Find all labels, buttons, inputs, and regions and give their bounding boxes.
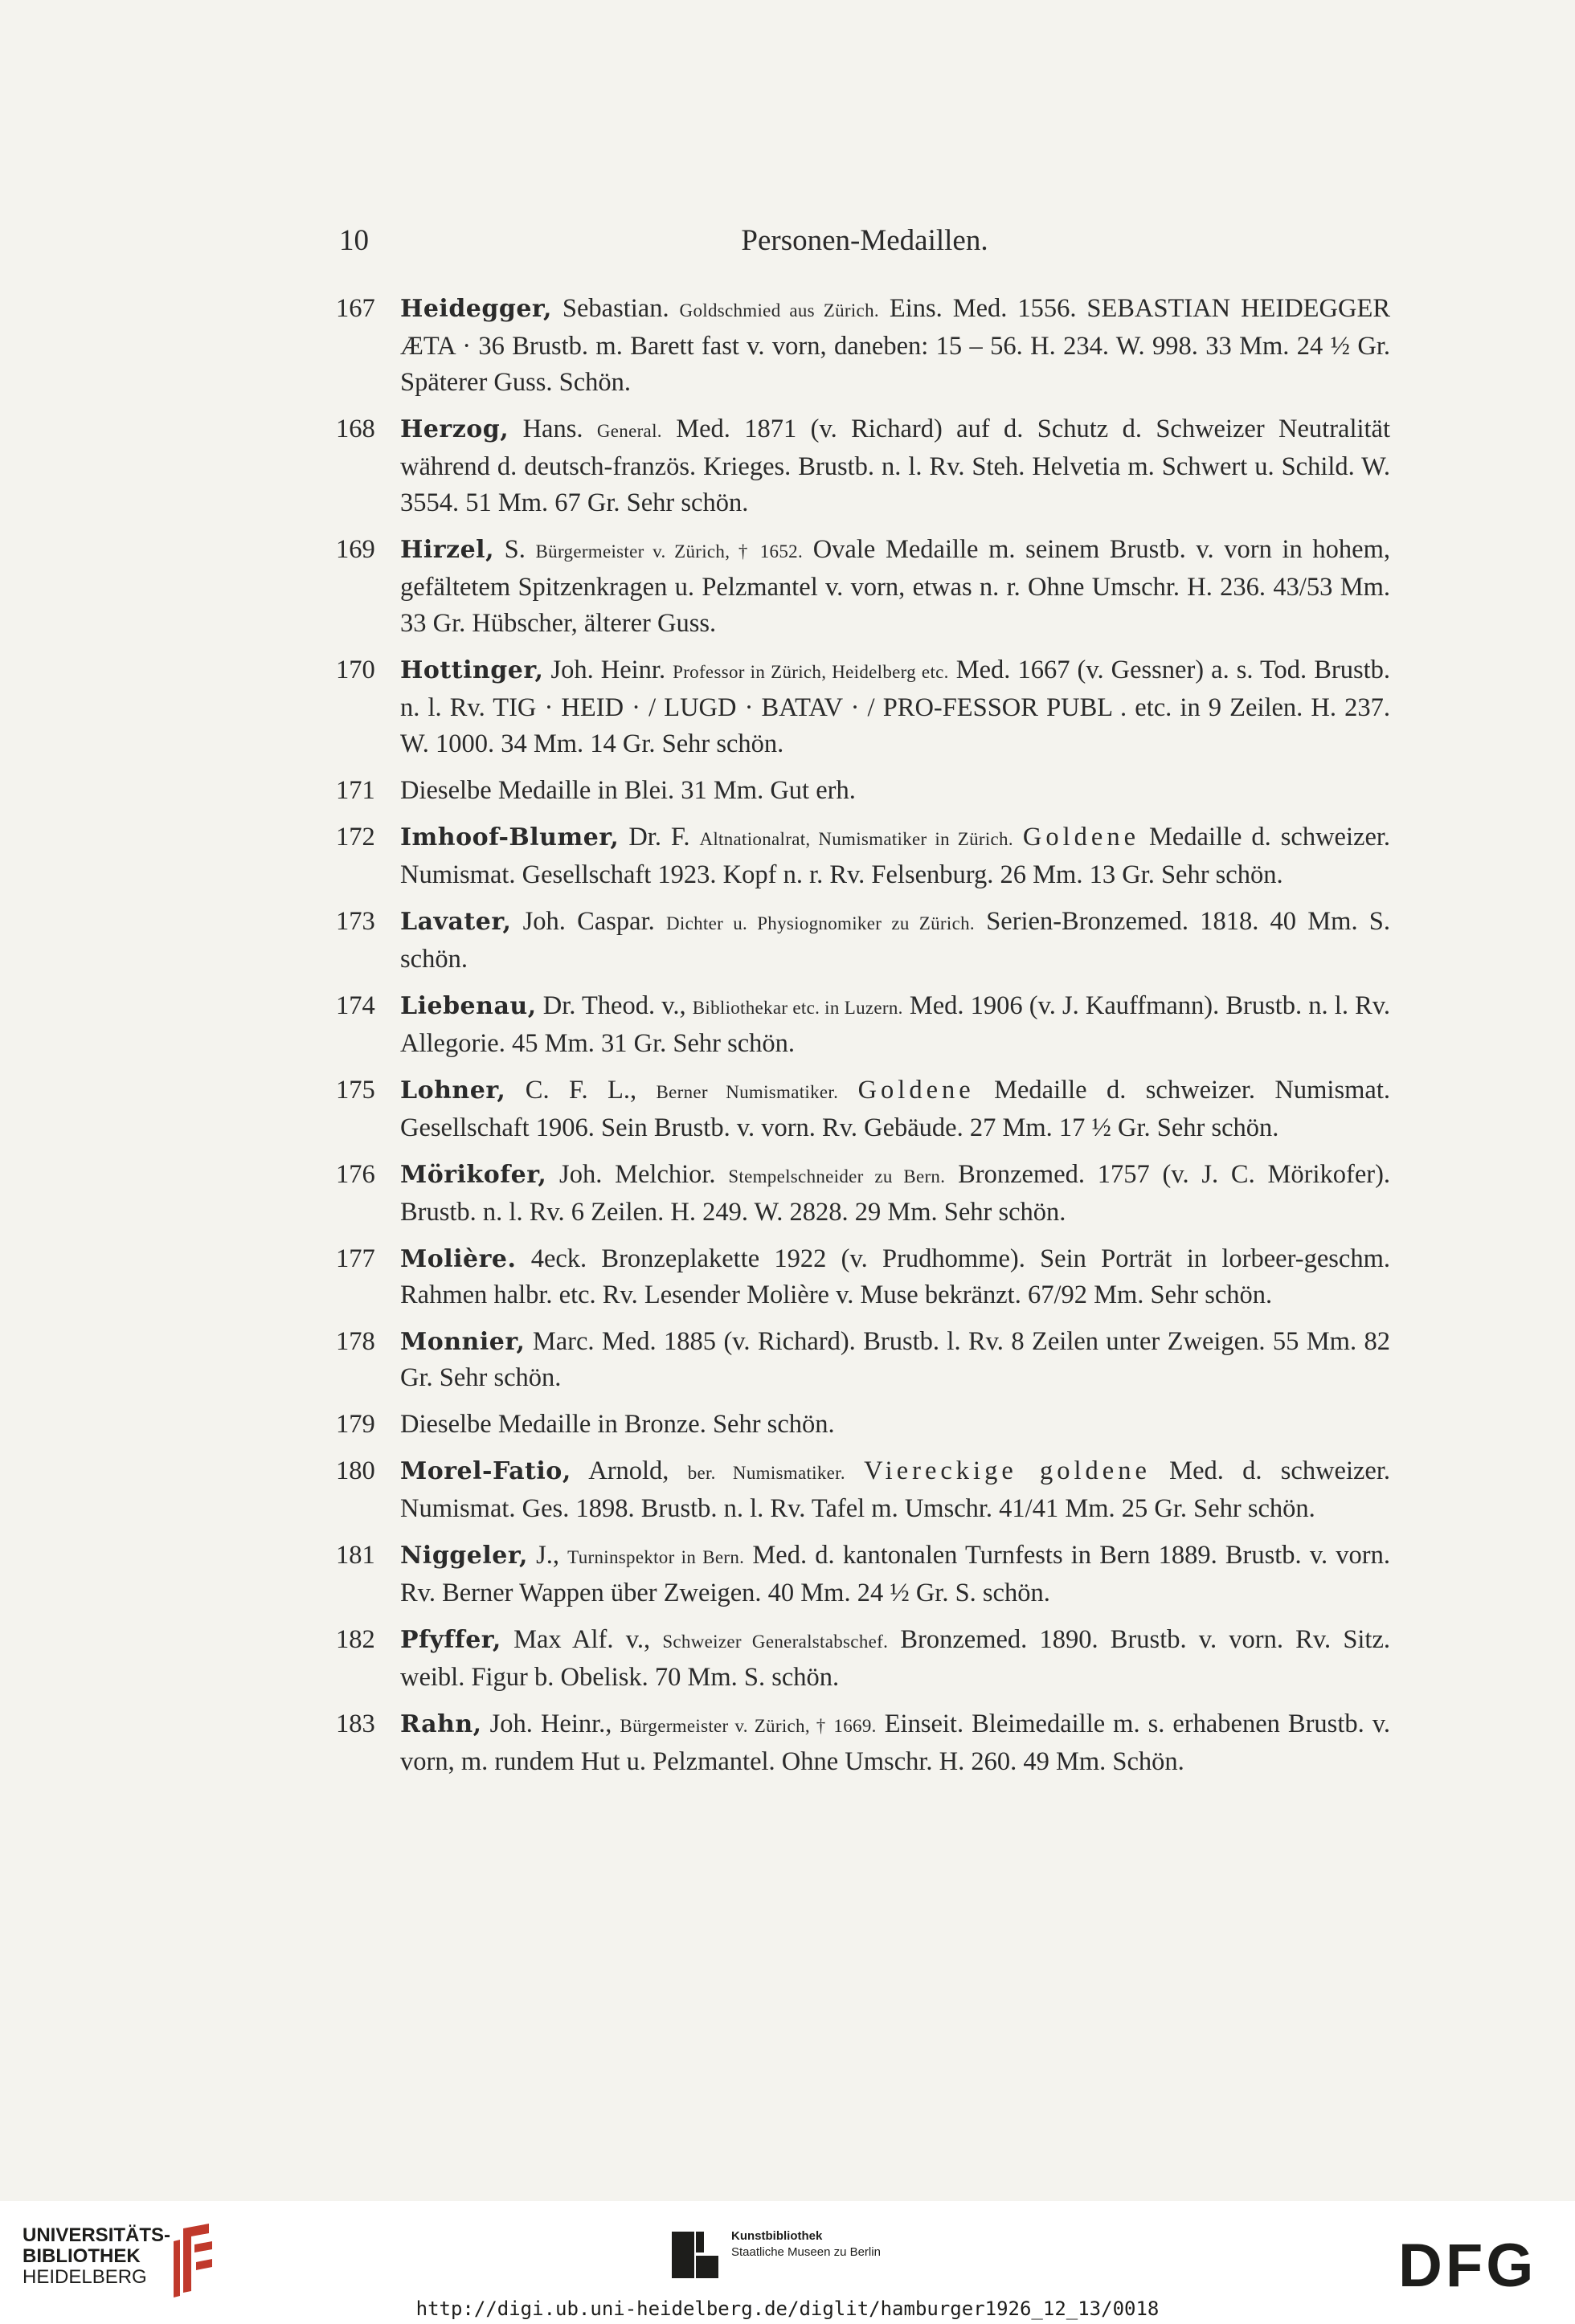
entry-text-part: Med. 1667 (v. Gessner) a. s. Tod. Brustb. n. l. Rv. TIG · HEID · / LUGD · BATAV · / PRO-FESSOR PUBL . etc. in 9 Zeilen. H. 237. W. 1000. 34 Mm. 14 Gr. Sehr schön.: [400, 656, 1390, 758]
entry-name: Mörikofer,: [400, 1161, 547, 1189]
entry-text: [400, 652, 1390, 762]
entry-name: Hirzel,: [400, 536, 495, 564]
entry-number: 181: [336, 1541, 375, 1570]
entry-text-part: Dieselbe Medaille in Blei. 31 Mm. Gut erh.: [400, 776, 856, 805]
entry-name: Imhoof-Blumer,: [400, 823, 620, 852]
entry-description: Stempelschneider zu Bern.: [728, 1166, 946, 1187]
catalogue-entry: [336, 1453, 1390, 1527]
entry-number: 177: [336, 1244, 375, 1273]
entry-text: [400, 291, 1390, 401]
entry-text-part: Dieselbe Medaille in Bronze. Sehr schön.: [400, 1410, 835, 1439]
entry-number: 174: [336, 991, 375, 1020]
catalogue-entry: [336, 904, 1390, 978]
entry-number: 167: [336, 294, 375, 323]
entry-name: Heidegger,: [400, 295, 552, 323]
dfg-logo-text: DFG: [1398, 2238, 1537, 2291]
entry-description: Professor in Zürich, Heidelberg etc.: [673, 662, 949, 682]
source-url[interactable]: http://digi.ub.uni-heidelberg.de/diglit/hamburger1926_12_13/0018: [415, 2297, 1160, 2320]
entry-description: Schweizer Generalstabschef.: [662, 1632, 889, 1652]
ub-logo-line1: UNIVERSITÄTS-: [22, 2224, 171, 2246]
entry-number: 169: [336, 535, 375, 564]
entry-text: [400, 819, 1390, 893]
entry-name: Morel-Fatio,: [400, 1457, 571, 1485]
entry-number: 180: [336, 1456, 375, 1485]
entry-text-part: Hans.: [509, 415, 597, 443]
entry-text-part: Medaille d. schweizer. Numismat. Gesellschaft 1906. Sein Brustb. v. vorn. Rv. Gebäude. 27 Mm. 17 ½ Gr. Sehr schön.: [400, 1076, 1390, 1142]
entry-text: [400, 1072, 1390, 1146]
entry-text-part: J.,: [527, 1541, 568, 1570]
catalogue-entry: [336, 411, 1390, 521]
entry-text: [400, 411, 1390, 521]
catalogue-entry: [336, 1241, 1390, 1313]
entry-description: Dichter u. Physiognomiker zu Zürich.: [665, 913, 975, 933]
page-number: 10: [339, 224, 369, 257]
entry-description: Altnationalrat, Numismatiker in Zürich.: [699, 829, 1013, 849]
entry-text: [400, 988, 1390, 1062]
entry-text-part: Ovale Medaille m. seinem Brustb. v. vorn in hohem, gefältetem Spitzenkragen u. Pelzmantel v. vorn, etwas n. r. Ohne Umschr. H. 236. 43/53 Mm. 33 Gr. Hübscher, älterer Guss.: [400, 535, 1391, 638]
entry-description: Bürgermeister v. Zürich, † 1669.: [620, 1716, 877, 1736]
entry-text-part: Arnold,: [571, 1456, 688, 1485]
entry-text-part: Joh. Heinr.: [543, 656, 673, 684]
entry-text: [400, 1157, 1390, 1231]
page-header: [339, 223, 1390, 263]
entry-text-part: Eins. Med. 1556. SEBASTIAN HEIDEGGER ÆTA · 36 Brustb. m. Barett fast v. vorn, daneben: 15 – 56. H. 234. W. 998. 33 Mm. 24 ½ Gr. Späterer Guss. Schön.: [400, 294, 1391, 397]
catalogue-entry: [336, 1407, 1390, 1443]
entry-text-part: 4eck. Bronzeplakette 1922 (v. Prudhomme). Sein Porträt in lorbeer-geschm. Rahmen halbr. etc. Rv. Lesender Molière v. Muse bekränzt. 67/92 Mm. Sehr schön.: [400, 1244, 1390, 1309]
catalogue-entries: [336, 291, 1390, 1791]
entry-text-part: Medaille d. schweizer. Numismat. Gesellschaft 1923. Kopf n. r. Rv. Felsenburg. 26 Mm. 13 Gr. Sehr schön.: [400, 823, 1391, 889]
kunstbibliothek-logo[interactable]: [731, 2228, 881, 2261]
catalogue-entry: [336, 291, 1390, 401]
entry-name: Monnier,: [400, 1328, 526, 1356]
ub-logo-icon: [159, 2220, 217, 2301]
entry-text-part: Sebastian.: [552, 294, 680, 323]
entry-text: [400, 904, 1390, 978]
entry-description: General.: [596, 421, 662, 441]
entry-name: Liebenau,: [400, 992, 537, 1020]
entry-text: [400, 1706, 1390, 1780]
entry-number: 170: [336, 656, 375, 684]
catalogue-entry: [336, 1157, 1390, 1231]
ub-logo-line2: BIBLIOTHEK: [22, 2245, 141, 2267]
entry-text-part: C. F. L.,: [505, 1076, 657, 1105]
kb-line2: Staatliche Museen zu Berlin: [731, 2245, 881, 2259]
catalogue-entry: [336, 1538, 1390, 1611]
entry-number: 178: [336, 1327, 375, 1356]
kunstbibliothek-logo-icon: [672, 2232, 718, 2278]
catalogue-entry: [336, 652, 1390, 762]
entry-number: 171: [336, 776, 375, 805]
entry-number: 179: [336, 1410, 375, 1439]
entry-text: [400, 532, 1390, 642]
catalogue-entry: [336, 773, 1390, 809]
entry-text-part: Med. 1871 (v. Richard) auf d. Schutz d. Schweizer Neutralität während d. deutsch-französ. Krieges. Brustb. n. l. Rv. Steh. Helvetia m. Schwert u. Schild. W. 3554. 51 Mm. 67 Gr. Sehr schön.: [400, 415, 1390, 517]
entry-number: 182: [336, 1625, 375, 1654]
entry-text: [400, 1622, 1390, 1696]
entry-number: 176: [336, 1160, 375, 1189]
entry-text-part: Max Alf. v.,: [501, 1625, 663, 1654]
catalogue-entry: [336, 1622, 1390, 1696]
entry-description: Bibliothekar etc. in Luzern.: [692, 998, 903, 1018]
entry-name: Pfyffer,: [400, 1626, 501, 1654]
catalogue-entry: [336, 988, 1390, 1062]
dfg-logo[interactable]: [1398, 2238, 1556, 2291]
entry-number: 168: [336, 415, 375, 443]
entry-text-part: Joh. Heinr.,: [481, 1709, 620, 1738]
entry-text-part: Joh. Caspar.: [511, 907, 666, 936]
entry-description: ber. Numismatiker.: [687, 1463, 845, 1483]
entry-text-part: Dr. F.: [619, 823, 700, 852]
entry-number: 172: [336, 823, 375, 852]
entry-description: Goldschmied aus Zürich.: [679, 300, 879, 321]
entry-text-part: Bronzemed. 1757 (v. J. C. Mörikofer). Brustb. n. l. Rv. 6 Zeilen. H. 249. W. 2828. 29 Mm. Sehr schön.: [400, 1160, 1391, 1227]
entry-text: [400, 1453, 1390, 1527]
entry-name: Rahn,: [400, 1710, 482, 1738]
entry-spaced-text: Viereckige goldene: [864, 1456, 1151, 1485]
kb-line1: Kunstbibliothek: [731, 2229, 823, 2243]
entry-text-part: Dr. Theod. v.,: [536, 991, 693, 1020]
ub-heidelberg-logo[interactable]: [22, 2225, 264, 2297]
entry-text: [400, 773, 1390, 809]
entry-text-part: Med. 1906 (v. J. Kauffmann). Brustb. n. l. Rv. Allegorie. 45 Mm. 31 Gr. Sehr schön.: [400, 991, 1391, 1058]
entry-text-part: Serien-Bronzemed. 1818. 40 Mm. S. schön.: [400, 907, 1391, 974]
entry-number: 183: [336, 1709, 375, 1738]
entry-text: [400, 1407, 1390, 1443]
catalogue-entry: [336, 1706, 1390, 1780]
entry-text-part: Med. d. schweizer. Numismat. Ges. 1898. Brustb. n. l. Rv. Tafel m. Umschr. 41/41 Mm. 25 Gr. Sehr schön.: [400, 1456, 1391, 1523]
entry-name: Molière.: [400, 1245, 517, 1273]
entry-spaced-text: Goldene: [1022, 823, 1139, 852]
entry-text-part: Einseit. Bleimedaille m. s. erhabenen Brustb. v. vorn, m. rundem Hut u. Pelzmantel. Ohne Umschr. H. 260. 49 Mm. Schön.: [400, 1709, 1391, 1776]
catalogue-entry: [336, 532, 1390, 642]
page-title: Personen-Medaillen.: [741, 224, 988, 257]
entry-text-part: Bronzemed. 1890. Brustb. v. vorn. Rv. Sitz. weibl. Figur b. Obelisk. 70 Mm. S. schön.: [400, 1625, 1390, 1692]
catalogue-entry: [336, 1072, 1390, 1146]
entry-name: Niggeler,: [400, 1542, 528, 1570]
entry-text-part: Joh. Melchior.: [546, 1160, 729, 1189]
entry-description: Turninspektor in Bern.: [567, 1547, 745, 1567]
ub-logo-line3: HEIDELBERG: [22, 2266, 147, 2288]
catalogue-entry: [336, 819, 1390, 893]
entry-description: Bürgermeister v. Zürich, † 1652.: [535, 541, 804, 562]
entry-text-part: S.: [494, 535, 536, 564]
entry-spaced-text: Goldene: [857, 1076, 975, 1105]
entry-number: 173: [336, 907, 375, 936]
catalogue-entry: [336, 1324, 1390, 1396]
entry-description: Berner Numismatiker.: [656, 1082, 839, 1102]
entry-text: [400, 1538, 1390, 1611]
entry-name: Hottinger,: [400, 656, 544, 684]
entry-text-part: Med. d. kantonalen Turnfests in Bern 1889. Brustb. v. vorn. Rv. Berner Wappen über Zweigen. 40 Mm. 24 ½ Gr. S. schön.: [400, 1541, 1390, 1607]
entry-text: [400, 1241, 1390, 1313]
entry-text-part: Marc. Med. 1885 (v. Richard). Brustb. l. Rv. 8 Zeilen unter Zweigen. 55 Mm. 82 Gr. Sehr schön.: [400, 1327, 1390, 1392]
entry-text: [400, 1324, 1390, 1396]
entry-name: Herzog,: [400, 415, 509, 443]
entry-name: Lavater,: [400, 908, 512, 936]
entry-number: 175: [336, 1076, 375, 1105]
entry-name: Lohner,: [400, 1076, 506, 1105]
